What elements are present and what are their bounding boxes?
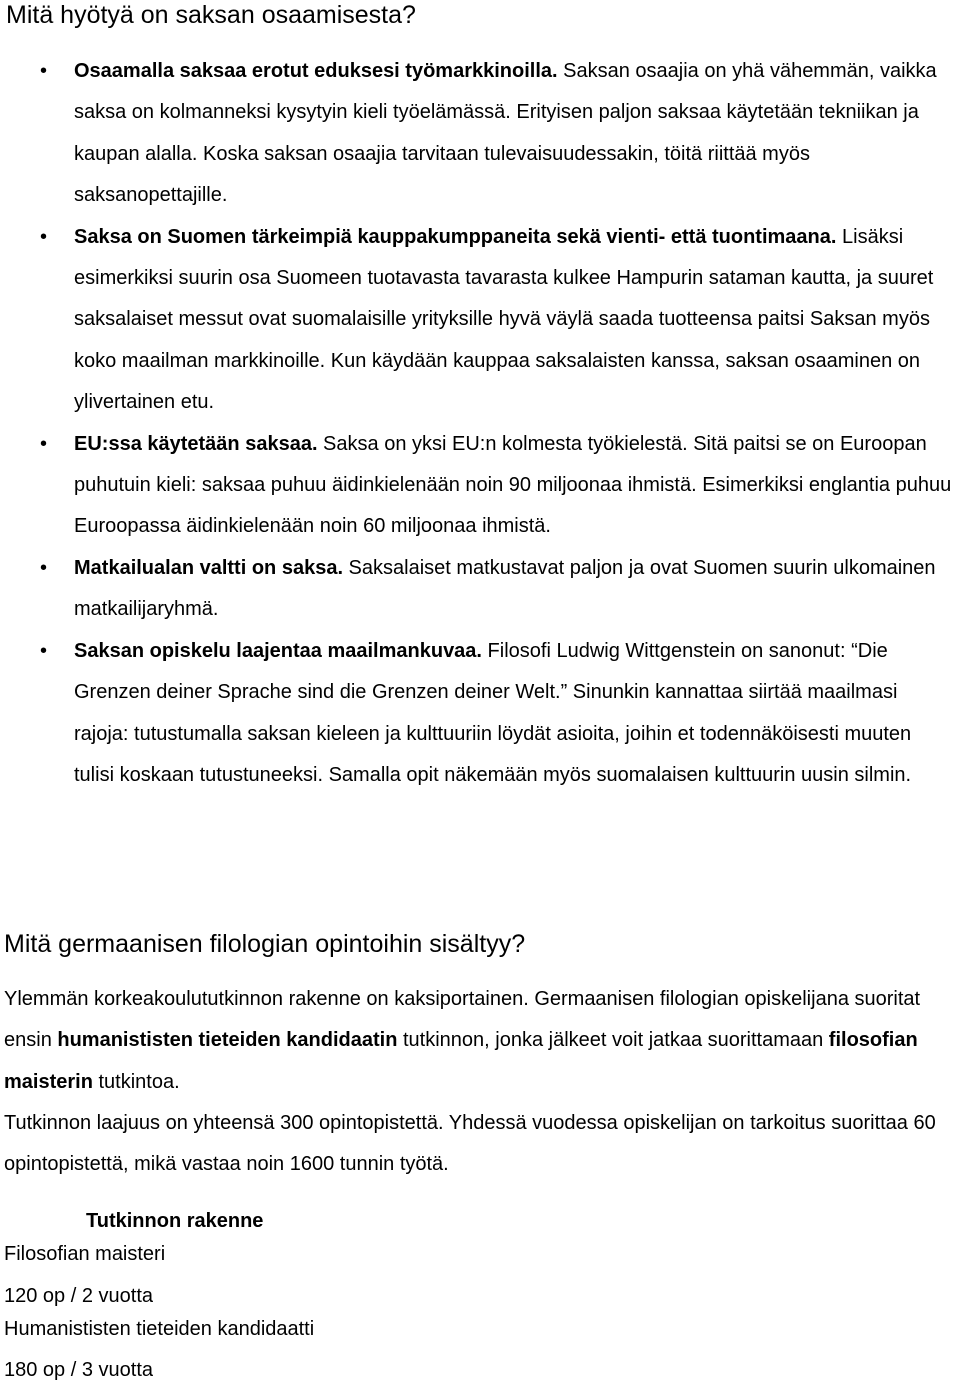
bullet-lead: Saksa on Suomen tärkeimpiä kauppakumppaneita sekä vienti- että tuontimaana. [74,225,837,248]
bold-degree-master: filosofian maisterin [4,1029,918,1093]
list-item [0,424,960,548]
bullet-lead: Saksan opiskelu laajentaa maailmankuvaa. [74,639,482,662]
page-heading: Mitä hyötyä on saksan osaamisesta? [6,1,416,29]
structure-line: Filosofian maisteri [4,1243,166,1265]
bullet-icon: • [40,556,48,579]
structure-line: 120 op / 2 vuotta [4,1285,154,1307]
bullet-lead: Osaamalla saksaa erotut eduksesi työmarkkinoilla. [74,60,558,82]
bullet-icon: • [40,225,48,248]
structure-line: 180 op / 3 vuotta [4,1359,154,1381]
bold-degree-bachelor: humanististen tieteiden kandidaatin [57,1029,398,1052]
list-item [0,548,960,631]
bullet-lead: Matkailualan valtti on saksa. [74,556,343,579]
bullet-lead: EU:ssa käytetään saksaa. [74,432,318,455]
structure-line: Humanististen tieteiden kandidaatti [4,1318,315,1340]
bullet-text: Saksan osaajia on yhä vähemmän, vaikka saksa on kolmanneksi kysytyin kieli työelämässä. Erityisen paljon saksaa käytetään tekniikan ja kaupan alalla. Koska saksan osaajia tarvitaan tulevaisuudessakin, töitä riittää myös saksanopettajille. [74,60,937,207]
bullet-text: Saksa on yksi EU:n kolmesta työkielestä. Sitä paitsi se on Euroopan puhutuin kieli: saksaa puhuu äidinkielenään noin 90 miljoonaa ihmistä. Esimerkiksi englantia puhuu Euroopassa äidinkielenään noin 60 miljoonaa ihmistä. [74,432,952,538]
bullet-text: Saksalaiset matkustavat paljon ja ovat Suomen suurin ulkomainen matkailijaryhmä. [74,556,936,621]
list-item [0,217,960,424]
paragraph-text: Ylemmän korkeakoulututkinnon rakenne on kaksiportainen. Germaanisen filologian opiskelijana suoritat ensin [4,988,921,1052]
bullet-icon: • [40,432,48,455]
paragraph-credits: Tutkinnon laajuus on yhteensä 300 opintopistettä. Yhdessä vuodessa opiskelijan on tarkoitus suorittaa 60 opintopistettä, mikä vastaa noin 1600 tunnin työtä. [4,1112,936,1176]
paragraph-degree-structure [4,979,956,1103]
paragraph-text: tutkintoa. [92,1070,180,1093]
bullet-icon: • [40,60,48,82]
bullet-text: Lisäksi esimerkiksi suurin osa Suomeen tuotavasta tavarasta kulkee Hampurin sataman kautta, ja suuret saksalaiset messut ovat suomalaisille yrityksille hyvä väylä saada tuotteensa paitsi Saksan myös koko maailman markkinoille. Kun käydään kauppaa saksalaisten kanssa, saksan osaaminen on ylivertainen etu. [74,225,934,414]
structure-title: Tutkinnon rakenne [86,1210,264,1232]
list-item [0,51,960,217]
list-item [0,631,960,797]
bullet-icon: • [40,639,48,662]
bullet-text: Filosofi Ludwig Wittgenstein on sanonut: “Die Grenzen deiner Sprache sind die Grenzen deiner Welt.” Sinunkin kannattaa siirtää maailmasi rajoja: tutustumalla saksan kieleen ja kulttuuriin löydät asioita, joihin et todennäköisesti muuten tulisi koskaan tutustuneeksi. Samalla opit näkemään myös suomalaisen kulttuurin uusin silmin. [74,639,912,786]
paragraph-text: tutkinnon, jonka jälkeet voit jatkaa suorittamaan [397,1029,829,1052]
benefits-list [0,51,960,796]
section-heading: Mitä germaanisen filologian opintoihin sisältyy? [4,930,526,958]
